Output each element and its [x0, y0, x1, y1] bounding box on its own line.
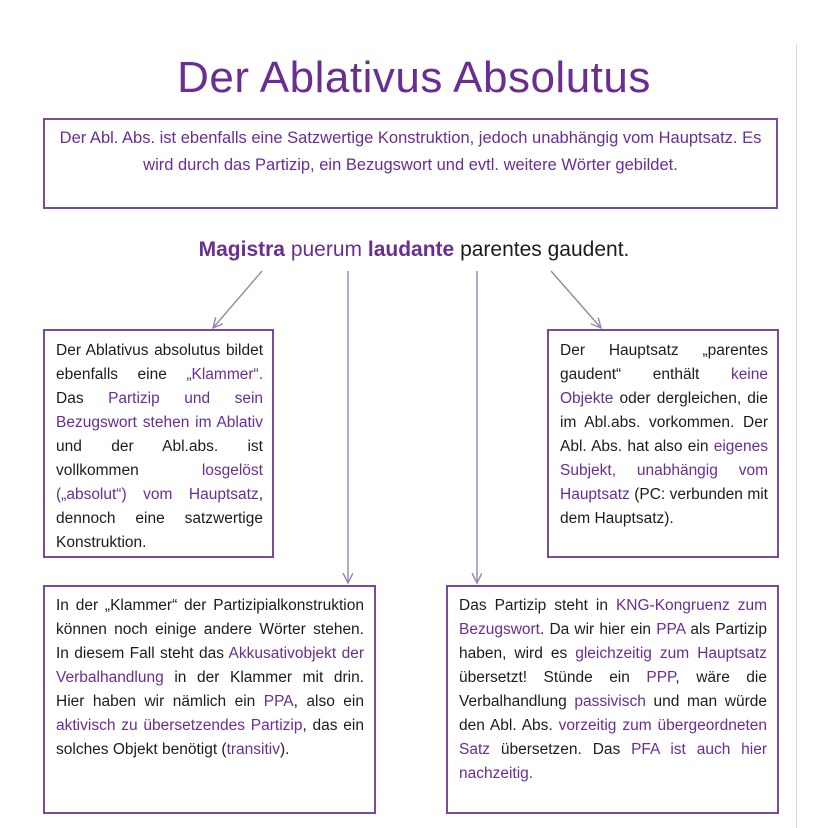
box-highlight: Partizip und sein Bezugswort stehen im Ablativ: [56, 390, 264, 431]
box-text: In der „Klammer“ der Partizipialkonstruktion können noch einige andere Wörter stehen. In diesem Fall steht das: [56, 597, 364, 662]
box-highlight: KNG-Kongruenz zum Bezugswort: [459, 597, 767, 638]
box-text: , das ein solches Objekt benötigt (: [56, 717, 364, 758]
explanation-box-klammer: [43, 329, 274, 558]
box-text: , dennoch eine satzwertige Konstruktion.: [56, 486, 263, 551]
sentence-word-magistra: Magistra: [198, 238, 285, 261]
box-text: oder dergleichen, die im Abl.abs. vorkommen. Der Abl. Abs. hat also ein: [560, 390, 768, 455]
box-highlight: passivisch: [574, 693, 646, 710]
box-highlight: PFA ist auch hier nachzeitig.: [459, 741, 767, 782]
explanation-box-akkusativobjekt: [43, 585, 376, 814]
sentence-main-clause: parentes gaudent.: [460, 238, 630, 261]
arrow-to-top-right-box: [551, 271, 601, 328]
box-highlight: keine Objekte: [560, 366, 768, 407]
box-text: als Partizip haben, wird es: [459, 621, 767, 662]
box-highlight: PPA: [263, 693, 294, 710]
box-text: Der Hauptsatz „parentes gaudent“ enthält: [560, 342, 768, 383]
box-highlight: eigenes Subjekt, unabhängig vom Hauptsatz: [560, 438, 768, 503]
box-text: (PC: verbunden mit dem Hauptsatz).: [560, 486, 768, 527]
sentence-word-puerum: puerum: [290, 238, 363, 261]
box-text: übersetzen. Das: [490, 741, 632, 758]
box-highlight: transitiv: [226, 741, 280, 758]
box-text: . Da wir hier ein: [539, 621, 657, 638]
box-highlight: PPP: [646, 669, 676, 686]
box-highlight: PPA: [656, 621, 686, 638]
box-highlight: aktivisch zu übersetzendes Partizip: [56, 717, 303, 734]
box-text: und man würde den Abl. Abs.: [459, 693, 767, 734]
box-text: in der Klammer mit drin. Hier haben wir nämlich ein: [56, 669, 364, 710]
box-text: Der Ablativus absolutus bildet ebenfalls eine: [56, 342, 263, 383]
box-highlight: vorzeitig zum übergeordneten Satz: [459, 717, 767, 758]
box-highlight: „Klammer“.: [186, 366, 263, 383]
intro-box: Der Abl. Abs. ist ebenfalls eine Satzwertige Konstruktion, jedoch unabhängig vom Hauptsatz. Es wird durch das Partizip, ein Bezugswort und evtl. weitere Wörter gebildet.: [43, 118, 778, 209]
box-highlight: gleichzeitig zum Hauptsatz: [575, 645, 767, 662]
arrow-to-top-left-box: [213, 271, 262, 328]
box-highlight: losgelöst („absolut“) vom Hauptsatz: [56, 462, 263, 503]
box-text: , wäre die Verbalhandlung: [459, 669, 767, 710]
box-text: übersetzt! Stünde ein: [459, 669, 647, 686]
explanation-box-hauptsatz: [547, 329, 779, 558]
box-text: Das Partizip steht in: [459, 597, 616, 614]
box-highlight: Akkusativobjekt der Verbalhandlung: [56, 645, 365, 686]
page-title: Der Ablativus Absolutus: [177, 53, 651, 102]
explanation-box-kng-kongruenz: [446, 585, 779, 814]
sentence-word-laudante: laudante: [367, 238, 455, 261]
box-text: , also ein: [293, 693, 364, 710]
box-text: Das: [56, 390, 109, 407]
box-text: und der Abl.abs. ist vollkommen: [56, 438, 263, 479]
box-text: ).: [280, 741, 290, 758]
